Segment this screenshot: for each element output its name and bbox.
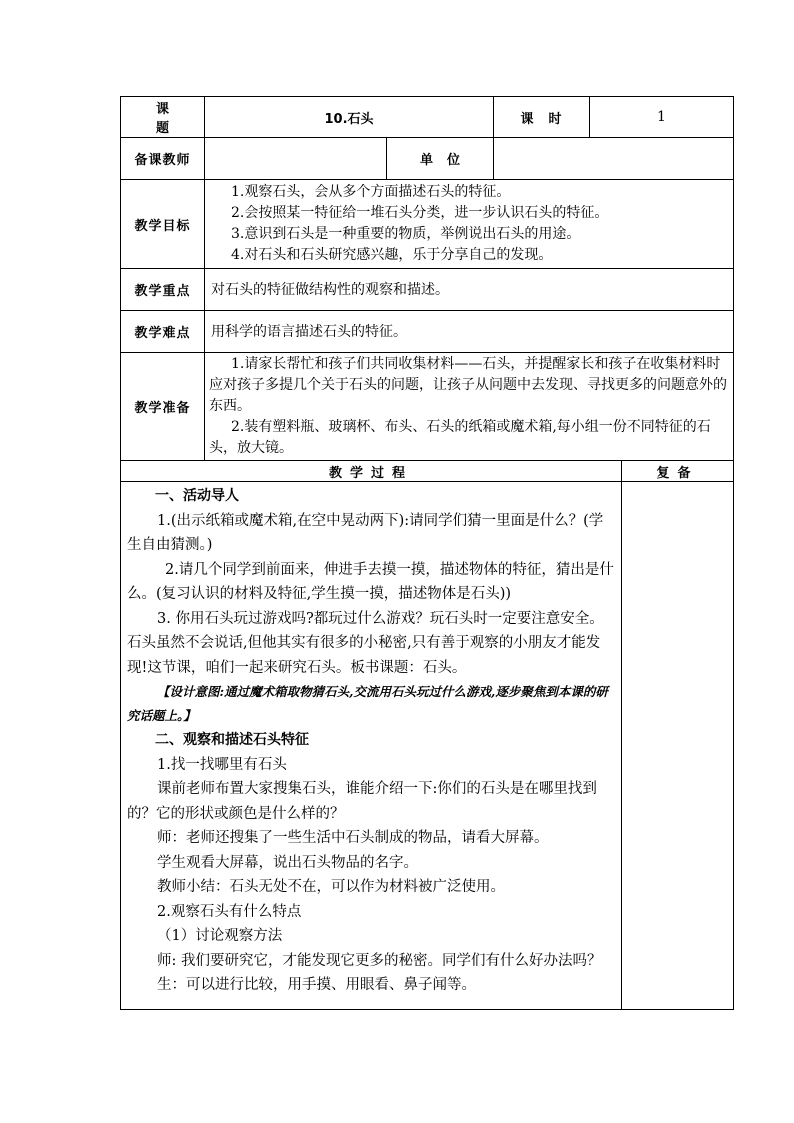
design-note: 【设计意图:通过魔术箱取物猜石头,交流用石头玩过什么游戏,逐步聚焦到本课的研究话题上。】 bbox=[127, 684, 608, 723]
teacher-value bbox=[205, 138, 387, 180]
goal-item: 3.意识到石头是一种重要的物质，举例说出石头的用途。 bbox=[231, 226, 581, 242]
row-preparation bbox=[121, 353, 734, 461]
process-paragraph: 课前老师布置大家搜集石头，谁能介绍一下:你们的石头是在哪里找到的？它的形状或颜色是什么样的？ bbox=[127, 781, 597, 822]
row-process-header bbox=[121, 461, 734, 482]
row-key-points bbox=[121, 269, 734, 311]
key-points-text: 对石头的特征做结构性的观察和描述。 bbox=[205, 269, 734, 311]
row-goals bbox=[121, 180, 734, 269]
goal-item: 4.对石头和石头研究感兴趣，乐于分享自己的发现。 bbox=[231, 247, 553, 263]
topic-label: 课 题 bbox=[121, 97, 205, 138]
row-process-body bbox=[121, 482, 734, 1010]
goals-list bbox=[205, 180, 734, 269]
difficulties-text: 用科学的语言描述石头的特征。 bbox=[205, 311, 734, 353]
section-title: 一、活动导人 bbox=[155, 488, 239, 504]
lesson-plan-table bbox=[120, 96, 734, 1010]
topic-value: 10.石头 bbox=[205, 97, 494, 138]
process-paragraph: 生：可以进行比较，用手摸、用眼看、鼻子闻等。 bbox=[157, 977, 476, 993]
process-paragraph: 3. 你用石头玩过游戏吗?都玩过什么游戏？玩石头时一定要注意安全。石头虽然不会说话,但他其实有很多的小秘密,只有善于观察的小朋友才能发现!这节课，咱们一起来研究石头。板书课题：石头。 bbox=[127, 610, 604, 676]
key-points-label: 教学重点 bbox=[121, 269, 205, 311]
unit-label: 单位 bbox=[387, 138, 494, 180]
teacher-label: 备课教师 bbox=[121, 138, 205, 180]
section-title: 二、观察和描述石头特征 bbox=[155, 732, 309, 748]
process-paragraph: 师: 我们要研究它，才能发现它更多的秘密。同学们有什么好办法吗？ bbox=[157, 952, 602, 969]
row-topic bbox=[121, 97, 734, 138]
difficulties-label: 教学难点 bbox=[121, 311, 205, 353]
row-teacher bbox=[121, 138, 734, 180]
period-value: 1 bbox=[590, 97, 734, 138]
process-paragraph: 师：老师还搜集了一些生活中石头制成的物品，请看大屏幕。 bbox=[157, 830, 549, 846]
goals-label: 教学目标 bbox=[121, 180, 205, 269]
unit-value bbox=[494, 138, 734, 180]
period-label: 课 时 bbox=[494, 97, 590, 138]
goal-item: 1.观察石头，会从多个方面描述石头的特征。 bbox=[231, 184, 511, 200]
process-paragraph: 1.找一找哪里有石头 bbox=[157, 756, 287, 773]
process-paragraph: 2.观察石头有什么特点 bbox=[157, 903, 302, 920]
preparation-label: 教学准备 bbox=[121, 353, 205, 461]
row-difficulties bbox=[121, 311, 734, 353]
preparation-paragraph: 2.装有塑料瓶、玻璃杯、布头、石头的纸箱或魔术箱,每小组一份不同特征的石头，放大镜。 bbox=[209, 419, 711, 456]
review-cell bbox=[622, 482, 734, 1010]
process-paragraph: （1）讨论观察方法 bbox=[157, 928, 283, 944]
goal-item: 2.会按照某一特征给一堆石头分类，进一步认识石头的特征。 bbox=[231, 205, 609, 221]
process-paragraph: 2.请几个同学到前面来，伸进手去摸一摸，描述物体的特征，猜出是什么。(复习认识的材料及特征,学生摸一摸，描述物体是石头)) bbox=[127, 561, 614, 602]
process-paragraph: 教师小结：石头无处不在，可以作为材料被广泛使用。 bbox=[157, 879, 505, 895]
process-body bbox=[121, 482, 622, 1010]
review-header: 复备 bbox=[622, 461, 734, 482]
process-paragraph: 学生观看大屏幕，说出石头物品的名字。 bbox=[157, 854, 418, 871]
process-header: 教学过程 bbox=[121, 461, 622, 482]
preparation-paragraph: 1.请家长帮忙和孩子们共同收集材料——石头，并提醒家长和孩子在收集材料时应对孩子多提几个关于石头的问题，让孩子从问题中去发现、寻找更多的问题意外的东西。 bbox=[209, 356, 727, 414]
preparation-text bbox=[205, 353, 734, 461]
process-paragraph: 1.(出示纸箱或魔术箱,在空中晃动两下):请同学们猜一里面是什么？(学生自由猜测。) bbox=[127, 512, 604, 553]
